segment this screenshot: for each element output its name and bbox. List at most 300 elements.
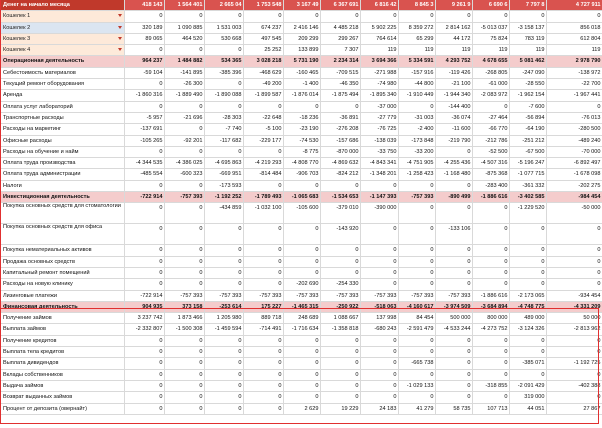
value-cell[interactable]: -468 629	[243, 67, 283, 78]
value-cell[interactable]: -757 393	[435, 290, 472, 301]
value-cell[interactable]: 0	[204, 11, 243, 22]
value-cell[interactable]: -757 393	[320, 290, 360, 301]
value-cell[interactable]: 0	[472, 11, 509, 22]
value-cell[interactable]: -2 091 429	[509, 380, 546, 391]
value-cell[interactable]: 0	[509, 224, 546, 245]
value-cell[interactable]: -1 789 493	[243, 192, 283, 203]
value-cell[interactable]: 248 689	[283, 313, 320, 324]
value-cell[interactable]: -33 200	[398, 146, 435, 157]
value-cell[interactable]: -271 988	[360, 67, 398, 78]
value-cell[interactable]: 0	[204, 256, 243, 267]
value-cell[interactable]: 0	[164, 347, 204, 358]
value-cell[interactable]: 373 158	[164, 301, 204, 312]
value-cell[interactable]: 1 753 548	[243, 0, 283, 11]
value-cell[interactable]: -2 173 065	[509, 290, 546, 301]
value-cell[interactable]: 0	[124, 256, 164, 267]
value-cell[interactable]: 0	[283, 392, 320, 403]
value-cell[interactable]: 0	[472, 101, 509, 112]
value-cell[interactable]: 0	[124, 11, 164, 22]
value-cell[interactable]: 133 899	[283, 45, 320, 56]
value-cell[interactable]: 0	[204, 335, 243, 346]
value-cell[interactable]: -434 859	[204, 203, 243, 224]
dropdown-arrow-icon[interactable]	[118, 14, 122, 17]
value-cell[interactable]: 2 416 146	[283, 22, 320, 33]
value-cell[interactable]: 0	[243, 403, 283, 414]
value-cell[interactable]: 674 237	[243, 22, 283, 33]
value-cell[interactable]: -1 032 100	[243, 203, 283, 224]
value-cell[interactable]: -8 775	[283, 146, 320, 157]
value-cell[interactable]: -379 010	[320, 203, 360, 224]
value-cell[interactable]: 0	[435, 180, 472, 191]
value-cell[interactable]: 1 531 003	[204, 22, 243, 33]
value-cell[interactable]: 904 935	[124, 301, 164, 312]
value-cell[interactable]: -3 124 326	[509, 324, 546, 335]
value-cell[interactable]: -1 899 587	[243, 90, 283, 101]
value-cell[interactable]: -23 190	[283, 124, 320, 135]
dropdown-arrow-icon[interactable]	[118, 26, 122, 29]
value-cell[interactable]: 2 814 162	[435, 22, 472, 33]
value-cell[interactable]: -4 386 025	[164, 158, 204, 169]
value-cell[interactable]: -4 695 863	[204, 158, 243, 169]
value-cell[interactable]: 3 237 742	[124, 313, 164, 324]
value-cell[interactable]: 119	[360, 45, 398, 56]
value-cell[interactable]: 0	[283, 180, 320, 191]
value-cell[interactable]: -31 003	[398, 112, 435, 123]
value-cell[interactable]: 299 267	[320, 33, 360, 44]
value-cell[interactable]: -26 300	[164, 79, 204, 90]
value-cell[interactable]: 5 081 462	[509, 56, 546, 67]
value-cell[interactable]: -390 000	[360, 203, 398, 224]
value-cell[interactable]: -1 962 154	[509, 90, 546, 101]
value-cell[interactable]: 0	[509, 245, 546, 256]
value-cell[interactable]: 0	[320, 335, 360, 346]
value-cell[interactable]: -143 920	[320, 224, 360, 245]
value-cell[interactable]: 0	[204, 369, 243, 380]
value-cell[interactable]: 0	[546, 392, 602, 403]
value-cell[interactable]: 0	[435, 11, 472, 22]
value-cell[interactable]: 0	[124, 335, 164, 346]
value-cell[interactable]: 0	[243, 380, 283, 391]
value-cell[interactable]: 0	[243, 180, 283, 191]
value-cell[interactable]: -18 236	[283, 112, 320, 123]
value-cell[interactable]: 0	[398, 347, 435, 358]
value-cell[interactable]: -202 690	[283, 279, 320, 290]
value-cell[interactable]: -4 533 244	[435, 324, 472, 335]
value-cell[interactable]: 8 845 3	[398, 0, 435, 11]
value-cell[interactable]: -1 459 594	[204, 324, 243, 335]
value-cell[interactable]: -1 258 423	[398, 169, 435, 180]
value-cell[interactable]: -1 875 494	[320, 90, 360, 101]
value-cell[interactable]: -22 700	[546, 79, 602, 90]
value-cell[interactable]: -4 160 617	[398, 301, 435, 312]
value-cell[interactable]: 0	[204, 224, 243, 245]
value-cell[interactable]: 65 299	[398, 33, 435, 44]
value-cell[interactable]: -67 500	[509, 146, 546, 157]
value-cell[interactable]: -141 895	[164, 67, 204, 78]
value-cell[interactable]: 0	[283, 245, 320, 256]
value-cell[interactable]: -722 914	[124, 192, 164, 203]
value-cell[interactable]: 0	[124, 224, 164, 245]
value-cell[interactable]: 0	[204, 245, 243, 256]
value-cell[interactable]: -870 000	[320, 146, 360, 157]
value-cell[interactable]: 0	[204, 358, 243, 369]
value-cell[interactable]: 0	[546, 224, 602, 245]
value-cell[interactable]: -76 725	[360, 124, 398, 135]
value-cell[interactable]: 0	[320, 380, 360, 391]
value-cell[interactable]: 5 731 190	[283, 56, 320, 67]
value-cell[interactable]: -229 177	[243, 135, 283, 146]
value-cell[interactable]: -757 393	[164, 290, 204, 301]
value-cell[interactable]: 0	[360, 245, 398, 256]
value-cell[interactable]: 0	[398, 267, 435, 278]
value-cell[interactable]: 0	[204, 279, 243, 290]
value-cell[interactable]: 119	[472, 45, 509, 56]
value-cell[interactable]: 0	[164, 11, 204, 22]
value-cell[interactable]: -247 090	[509, 67, 546, 78]
value-cell[interactable]: 0	[164, 203, 204, 224]
value-cell[interactable]: -757 393	[204, 290, 243, 301]
value-cell[interactable]: 418 143	[124, 0, 164, 11]
value-cell[interactable]: -1 400	[283, 79, 320, 90]
value-cell[interactable]: 0	[283, 101, 320, 112]
value-cell[interactable]: 0	[320, 101, 360, 112]
value-cell[interactable]: -133 106	[435, 224, 472, 245]
value-cell[interactable]: -59 104	[124, 67, 164, 78]
value-cell[interactable]: -253 614	[204, 301, 243, 312]
value-cell[interactable]: 5 902 225	[360, 22, 398, 33]
value-cell[interactable]: -875 368	[472, 169, 509, 180]
value-cell[interactable]: -50 000	[546, 203, 602, 224]
value-cell[interactable]: 0	[204, 380, 243, 391]
value-cell[interactable]: -4 331 209	[546, 301, 602, 312]
value-cell[interactable]: 4 485 218	[320, 22, 360, 33]
value-cell[interactable]: 24 183	[360, 403, 398, 414]
value-cell[interactable]: 0	[320, 180, 360, 191]
value-cell[interactable]: 0	[472, 203, 509, 224]
value-cell[interactable]: 0	[243, 101, 283, 112]
wallet-selector[interactable]	[0, 33, 124, 44]
value-cell[interactable]: -1 860 316	[124, 90, 164, 101]
value-cell[interactable]: -1 944 340	[435, 90, 472, 101]
value-cell[interactable]: 44 172	[435, 33, 472, 44]
value-cell[interactable]: 5 334 591	[398, 56, 435, 67]
value-cell[interactable]: 0	[435, 392, 472, 403]
value-cell[interactable]: -385 071	[509, 358, 546, 369]
value-cell[interactable]: 7 797 8	[509, 0, 546, 11]
value-cell[interactable]: -37 000	[360, 101, 398, 112]
value-cell[interactable]: 0	[164, 124, 204, 135]
value-cell[interactable]: 0	[472, 256, 509, 267]
value-cell[interactable]: 3 694 366	[360, 56, 398, 67]
value-cell[interactable]: -1 534 653	[320, 192, 360, 203]
value-cell[interactable]: -276 208	[320, 124, 360, 135]
value-cell[interactable]: -157 686	[320, 135, 360, 146]
value-cell[interactable]: 175 227	[243, 301, 283, 312]
value-cell[interactable]: 0	[243, 146, 283, 157]
value-cell[interactable]: 137 998	[360, 313, 398, 324]
value-cell[interactable]: 0	[435, 279, 472, 290]
value-cell[interactable]: 0	[435, 256, 472, 267]
value-cell[interactable]: 0	[435, 358, 472, 369]
value-cell[interactable]: 0	[283, 256, 320, 267]
value-cell[interactable]: 0	[398, 279, 435, 290]
value-cell[interactable]: 0	[283, 380, 320, 391]
value-cell[interactable]: 0	[283, 347, 320, 358]
value-cell[interactable]: -66 770	[472, 124, 509, 135]
value-cell[interactable]: 4 678 655	[472, 56, 509, 67]
value-cell[interactable]: -3 158 137	[509, 22, 546, 33]
value-cell[interactable]: 0	[164, 267, 204, 278]
value-cell[interactable]: 0	[164, 380, 204, 391]
value-cell[interactable]: 1 873 466	[164, 313, 204, 324]
value-cell[interactable]: 3 167 49	[283, 0, 320, 11]
value-cell[interactable]: 0	[124, 392, 164, 403]
value-cell[interactable]: 0	[398, 224, 435, 245]
value-cell[interactable]: 783 119	[509, 33, 546, 44]
value-cell[interactable]: -4 748 775	[509, 301, 546, 312]
value-cell[interactable]: -1 967 441	[546, 90, 602, 101]
value-cell[interactable]: 0	[164, 335, 204, 346]
value-cell[interactable]: 0	[509, 335, 546, 346]
value-cell[interactable]: 0	[124, 369, 164, 380]
value-cell[interactable]: 0	[283, 358, 320, 369]
value-cell[interactable]: -1 077 715	[509, 169, 546, 180]
value-cell[interactable]: -21 696	[164, 112, 204, 123]
value-cell[interactable]: -28 550	[509, 79, 546, 90]
value-cell[interactable]: -1 465 315	[283, 301, 320, 312]
value-cell[interactable]: -21 100	[435, 79, 472, 90]
value-cell[interactable]: -5 196 247	[509, 158, 546, 169]
value-cell[interactable]: -268 805	[472, 67, 509, 78]
value-cell[interactable]: 0	[124, 203, 164, 224]
value-cell[interactable]: -4 751 905	[398, 158, 435, 169]
value-cell[interactable]: 0	[283, 267, 320, 278]
value-cell[interactable]: -1 886 616	[472, 192, 509, 203]
value-cell[interactable]: 4 727 911	[546, 0, 602, 11]
value-cell[interactable]: -70 000	[546, 146, 602, 157]
value-cell[interactable]: 0	[164, 358, 204, 369]
value-cell[interactable]: 0	[124, 79, 164, 90]
value-cell[interactable]: -56 894	[509, 112, 546, 123]
value-cell[interactable]: -518 063	[360, 301, 398, 312]
value-cell[interactable]: 0	[164, 256, 204, 267]
value-cell[interactable]: 2 234 314	[320, 56, 360, 67]
value-cell[interactable]: -22 648	[243, 112, 283, 123]
value-cell[interactable]: -36 074	[435, 112, 472, 123]
value-cell[interactable]: 0	[398, 101, 435, 112]
value-cell[interactable]: -757 393	[398, 290, 435, 301]
value-cell[interactable]: -254 330	[320, 279, 360, 290]
value-cell[interactable]: 0	[472, 335, 509, 346]
value-cell[interactable]: 764 614	[360, 33, 398, 44]
value-cell[interactable]: -1 348 201	[360, 169, 398, 180]
value-cell[interactable]: -28 303	[204, 112, 243, 123]
value-cell[interactable]: 0	[124, 358, 164, 369]
value-cell[interactable]: -4 843 341	[360, 158, 398, 169]
value-cell[interactable]: 0	[435, 335, 472, 346]
value-cell[interactable]: 119	[435, 45, 472, 56]
value-cell[interactable]: -138 039	[360, 135, 398, 146]
value-cell[interactable]: 89 065	[124, 33, 164, 44]
value-cell[interactable]: -219 790	[435, 135, 472, 146]
value-cell[interactable]: 0	[243, 256, 283, 267]
value-cell[interactable]: 0	[360, 380, 398, 391]
value-cell[interactable]: 0	[164, 279, 204, 290]
value-cell[interactable]: -4 507 316	[472, 158, 509, 169]
value-cell[interactable]: -157 916	[398, 67, 435, 78]
value-cell[interactable]: -27 464	[472, 112, 509, 123]
value-cell[interactable]: 0	[204, 392, 243, 403]
value-cell[interactable]: 0	[320, 245, 360, 256]
value-cell[interactable]: -4 869 632	[320, 158, 360, 169]
value-cell[interactable]: 0	[509, 279, 546, 290]
value-cell[interactable]: 0	[243, 279, 283, 290]
value-cell[interactable]: -27 779	[360, 112, 398, 123]
value-cell[interactable]: -824 212	[320, 169, 360, 180]
value-cell[interactable]: 0	[398, 392, 435, 403]
value-cell[interactable]: -361 332	[509, 180, 546, 191]
value-cell[interactable]: 856 018	[546, 22, 602, 33]
value-cell[interactable]: 2 978 790	[546, 56, 602, 67]
value-cell[interactable]: 0	[546, 245, 602, 256]
value-cell[interactable]: 6 367 691	[320, 0, 360, 11]
value-cell[interactable]: 25 252	[243, 45, 283, 56]
value-cell[interactable]: -92 201	[164, 135, 204, 146]
value-cell[interactable]: 964 237	[124, 56, 164, 67]
value-cell[interactable]: -74 530	[283, 135, 320, 146]
value-cell[interactable]: 0	[320, 369, 360, 380]
value-cell[interactable]: 0	[360, 224, 398, 245]
value-cell[interactable]: 0	[509, 347, 546, 358]
value-cell[interactable]: -5 100	[243, 124, 283, 135]
value-cell[interactable]: 0	[360, 180, 398, 191]
value-cell[interactable]: 2 665 04	[204, 0, 243, 11]
value-cell[interactable]: 0	[435, 380, 472, 391]
value-cell[interactable]: 497 545	[243, 33, 283, 44]
value-cell[interactable]: -984 454	[546, 192, 602, 203]
value-cell[interactable]: -385 396	[204, 67, 243, 78]
value-cell[interactable]: 0	[124, 347, 164, 358]
value-cell[interactable]: -4 255 436	[435, 158, 472, 169]
value-cell[interactable]: 0	[164, 180, 204, 191]
value-cell[interactable]: -173 593	[204, 180, 243, 191]
value-cell[interactable]: -1 065 683	[283, 192, 320, 203]
value-cell[interactable]: 0	[360, 279, 398, 290]
value-cell[interactable]: 0	[546, 369, 602, 380]
value-cell[interactable]: -137 691	[124, 124, 164, 135]
value-cell[interactable]: 0	[472, 245, 509, 256]
value-cell[interactable]: 0	[164, 101, 204, 112]
value-cell[interactable]: 1 090 885	[164, 22, 204, 33]
value-cell[interactable]: -2 813 962	[546, 324, 602, 335]
value-cell[interactable]: 0	[124, 267, 164, 278]
value-cell[interactable]: -934 454	[546, 290, 602, 301]
value-cell[interactable]: 0	[164, 224, 204, 245]
value-cell[interactable]: 0	[124, 279, 164, 290]
value-cell[interactable]: 0	[320, 347, 360, 358]
value-cell[interactable]: 889 718	[243, 313, 283, 324]
value-cell[interactable]: 0	[164, 369, 204, 380]
value-cell[interactable]: -117 682	[204, 135, 243, 146]
value-cell[interactable]: -757 393	[164, 192, 204, 203]
wallet-selector[interactable]	[0, 45, 124, 56]
value-cell[interactable]: 50 000	[546, 313, 602, 324]
value-cell[interactable]: -1 886 616	[472, 290, 509, 301]
value-cell[interactable]: 0	[398, 180, 435, 191]
wallet-selector[interactable]	[0, 22, 124, 33]
value-cell[interactable]: 0	[435, 245, 472, 256]
value-cell[interactable]: 0	[509, 267, 546, 278]
value-cell[interactable]: -6 892 497	[546, 158, 602, 169]
value-cell[interactable]: 1 088 667	[320, 313, 360, 324]
value-cell[interactable]: -46 350	[320, 79, 360, 90]
value-cell[interactable]: -61 000	[472, 79, 509, 90]
value-cell[interactable]: 1 484 882	[164, 56, 204, 67]
value-cell[interactable]: -757 393	[398, 192, 435, 203]
value-cell[interactable]: -138 972	[546, 67, 602, 78]
value-cell[interactable]: 0	[472, 279, 509, 290]
value-cell[interactable]: -814 484	[243, 169, 283, 180]
value-cell[interactable]: 4 293 752	[435, 56, 472, 67]
value-cell[interactable]: 534 365	[204, 56, 243, 67]
value-cell[interactable]: -890 499	[435, 192, 472, 203]
value-cell[interactable]: 84 454	[398, 313, 435, 324]
value-cell[interactable]: -402 388	[546, 380, 602, 391]
value-cell[interactable]: 0	[320, 256, 360, 267]
value-cell[interactable]: 0	[360, 392, 398, 403]
value-cell[interactable]: -250 922	[320, 301, 360, 312]
value-cell[interactable]: 119	[509, 45, 546, 56]
value-cell[interactable]: 19 229	[320, 403, 360, 414]
value-cell[interactable]: 0	[546, 267, 602, 278]
value-cell[interactable]: 41 279	[398, 403, 435, 414]
value-cell[interactable]: -1 890 088	[204, 90, 243, 101]
value-cell[interactable]: 0	[360, 335, 398, 346]
value-cell[interactable]: -1 716 634	[283, 324, 320, 335]
dropdown-arrow-icon[interactable]	[118, 48, 122, 51]
value-cell[interactable]: 0	[164, 245, 204, 256]
value-cell[interactable]: -212 786	[472, 135, 509, 146]
value-cell[interactable]: 0	[204, 403, 243, 414]
value-cell[interactable]: 0	[435, 203, 472, 224]
value-cell[interactable]: 0	[124, 403, 164, 414]
value-cell[interactable]: 0	[472, 267, 509, 278]
value-cell[interactable]: 0	[204, 267, 243, 278]
value-cell[interactable]: -251 212	[509, 135, 546, 146]
value-cell[interactable]: 0	[509, 369, 546, 380]
value-cell[interactable]: 0	[472, 358, 509, 369]
value-cell[interactable]: -714 491	[243, 324, 283, 335]
value-cell[interactable]: 7 307	[320, 45, 360, 56]
value-cell[interactable]: -1 910 449	[398, 90, 435, 101]
wallet-selector[interactable]	[0, 11, 124, 22]
value-cell[interactable]: 0	[509, 11, 546, 22]
value-cell[interactable]: -4 273 752	[472, 324, 509, 335]
value-cell[interactable]: 0	[124, 245, 164, 256]
value-cell[interactable]: 489 000	[509, 313, 546, 324]
value-cell[interactable]: 0	[546, 11, 602, 22]
value-cell[interactable]: -105 600	[283, 203, 320, 224]
value-cell[interactable]: -757 393	[283, 290, 320, 301]
value-cell[interactable]: -1 500 308	[164, 324, 204, 335]
value-cell[interactable]: 58 735	[435, 403, 472, 414]
value-cell[interactable]: 0	[243, 245, 283, 256]
value-cell[interactable]: -144 400	[435, 101, 472, 112]
value-cell[interactable]: -1 168 480	[435, 169, 472, 180]
value-cell[interactable]: -1 192 725	[546, 358, 602, 369]
value-cell[interactable]: -485 554	[124, 169, 164, 180]
value-cell[interactable]: -757 393	[243, 290, 283, 301]
